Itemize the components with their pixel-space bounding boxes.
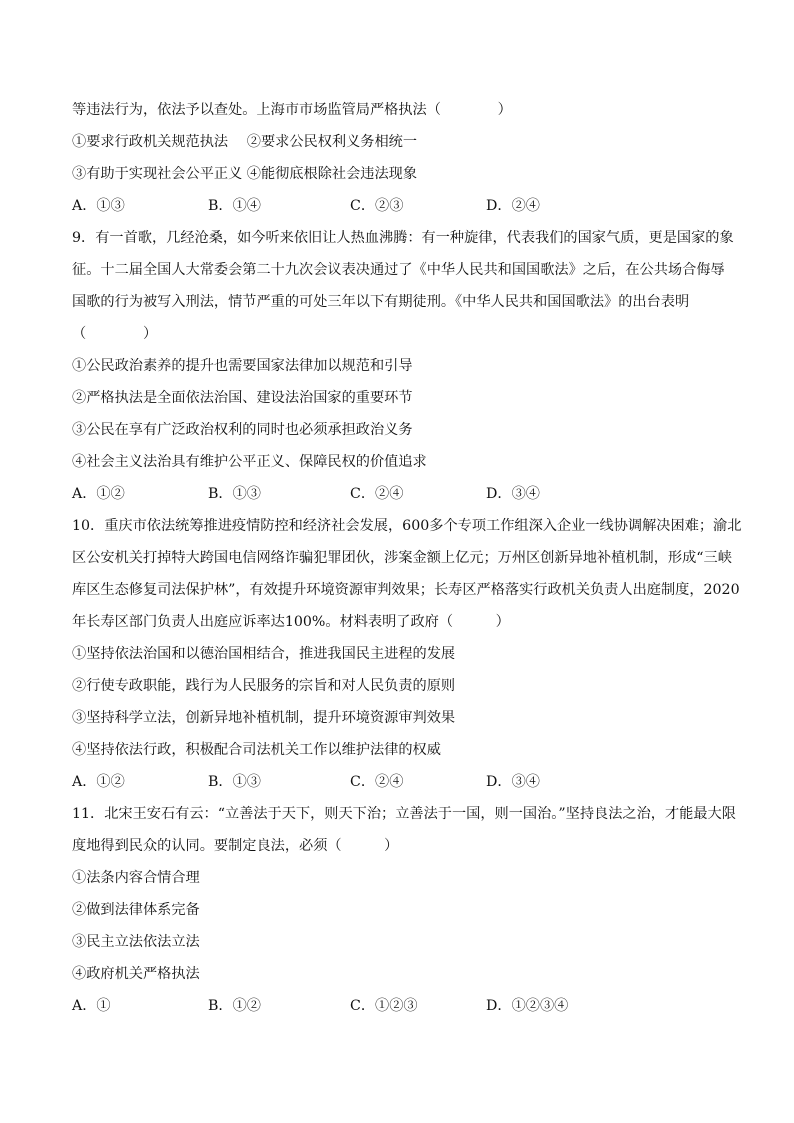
q9-answer-blank: （ ） [72, 326, 158, 342]
option-b[interactable]: B．①③ [208, 774, 261, 790]
q11-options [72, 996, 722, 1016]
q10-options [72, 772, 722, 792]
option-a[interactable]: A．①③ [72, 198, 125, 214]
option-d[interactable]: D．③④ [486, 774, 540, 790]
option-d[interactable]: D．③④ [486, 486, 540, 502]
q9-statement: ②严格执法是全面依法治国、建设法治国家的重要环节 [72, 390, 413, 406]
q11-statement: ③民主立法依法立法 [72, 934, 200, 950]
q10-stem-line: 库区生态修复司法保护林”，有效提升环境资源审判效果；长寿区严格落实行政机关负责人出庭制度，2020 [72, 582, 740, 598]
q9-statement: ④社会主义法治具有维护公平正义、保障民权的价值追求 [72, 454, 427, 470]
q11-stem-line: 11．北宋王安石有云：“立善法于天下，则天下治；立善法于一国，则一国治。”坚持良法之治，才能最大限 [72, 806, 736, 822]
q11-statement: ①法条内容合情合理 [72, 870, 200, 886]
q9-options [72, 484, 722, 504]
q9-stem-line: 征。十二届全国人大常委会第二十九次会议表决通过了《中华人民共和国国歌法》之后，在公共场合侮辱 [72, 262, 725, 278]
option-c[interactable]: C．①②③ [350, 998, 418, 1014]
q9-statement: ①公民政治素养的提升也需要国家法律加以规范和引导 [72, 358, 413, 374]
q11-statement: ④政府机关严格执法 [72, 966, 200, 982]
q11-stem-line: 度地得到民众的认同。要制定良法，必须（ ） [72, 838, 399, 854]
option-b[interactable]: B．①② [208, 998, 261, 1014]
q9-statement: ③公民在享有广泛政治权利的同时也必须承担政治义务 [72, 422, 413, 438]
q10-statement: ①坚持依法治国和以德治国相结合，推进我国民主进程的发展 [72, 646, 456, 662]
option-c[interactable]: C．②④ [350, 486, 404, 502]
option-b[interactable]: B．①④ [208, 198, 261, 214]
q8-statement-row: ①要求行政机关规范执法 ②要求公民权利义务相统一 [72, 134, 418, 150]
q11-statement: ②做到法律体系完备 [72, 902, 200, 918]
q8-stem-continuation: 等违法行为，依法予以查处。上海市市场监管局严格执法（ ） [72, 102, 512, 118]
q8-statement-row: ③有助于实现社会公平正义 ④能彻底根除社会违法现象 [72, 166, 418, 182]
q9-stem-line: 国歌的行为被写入刑法，情节严重的可处三年以下有期徒刑。《中华人民共和国国歌法》的出台表明 [72, 294, 690, 310]
q9-stem-line: 9．有一首歌，几经沧桑，如今听来依旧让人热血沸腾：有一种旋律，代表我们的国家气质，更是国家的象 [72, 230, 734, 246]
option-a[interactable]: A．①② [72, 486, 125, 502]
option-c[interactable]: C．②④ [350, 774, 404, 790]
q10-stem-line: 年长寿区部门负责人出庭应诉率达100%。材料表明了政府（ ） [72, 614, 510, 630]
option-d[interactable]: D．②④ [486, 198, 540, 214]
option-c[interactable]: C．②③ [350, 198, 404, 214]
q10-statement: ②行使专政职能，践行为人民服务的宗旨和对人民负责的原则 [72, 678, 456, 694]
option-a[interactable]: A．① [72, 998, 111, 1014]
option-d[interactable]: D．①②③④ [486, 998, 569, 1014]
q10-stem-line: 10．重庆市依法统筹推进疫情防控和经济社会发展，600多个专项工作组深入企业一线协调解决困难；渝北 [72, 518, 742, 534]
option-a[interactable]: A．①② [72, 774, 125, 790]
option-b[interactable]: B．①③ [208, 486, 261, 502]
q10-statement: ③坚持科学立法，创新异地补植机制，提升环境资源审判效果 [72, 710, 456, 726]
q10-statement: ④坚持依法行政，积极配合司法机关工作以维护法律的权威 [72, 742, 441, 758]
q8-options [72, 196, 722, 216]
q10-stem-line: 区公安机关打掉特大跨国电信网络诈骗犯罪团伙，涉案金额上亿元；万州区创新异地补植机制，形成“三峡 [72, 550, 732, 566]
